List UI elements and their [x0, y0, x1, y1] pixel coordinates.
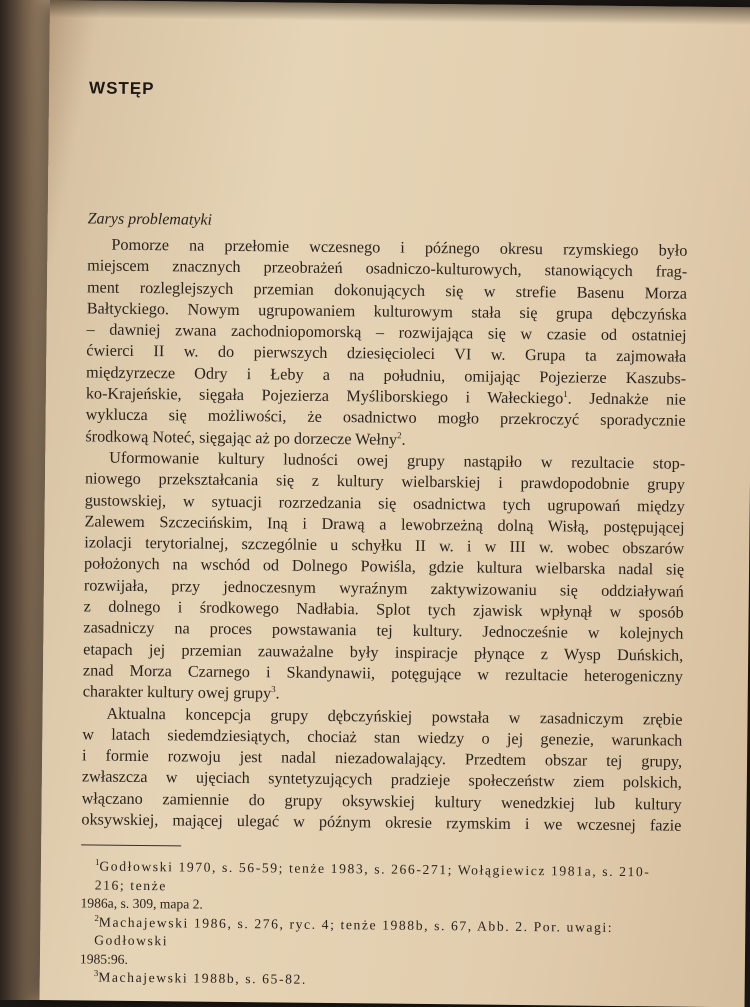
- text-line: niowego przekształcania się z kultury wielbarskiej i prawdopodobnie grupy: [84, 469, 686, 494]
- footnote-text: Machajewski 1988b, s. 65-82.: [98, 969, 307, 988]
- text-line: Bałtyckiego. Nowym ugrupowaniem kulturowym stała się grupa dębczyńska: [86, 299, 687, 324]
- footnote-1: [81, 858, 681, 901]
- footnote-text: Godłowski 1970, s. 56-59; tenże 1983, s. 266-271; Wołągiewicz 1981a, s. 210-216; tenże: [94, 858, 651, 894]
- text-line: ćwierci II w. do pierwszych dziesięcioleci VI w. Grupa ta zajmowała: [86, 341, 687, 367]
- footnote-divider: [81, 845, 181, 847]
- footnote-2-continued: 1985:96.: [79, 951, 129, 967]
- text-segment: charakter kultury owej grupy: [82, 682, 272, 703]
- footnote-number: 2: [94, 912, 99, 923]
- text-line: położonych na wschód od Dolnego Powiśla, gdzie kultura wielbarska nadal się: [84, 554, 685, 580]
- footnotes: [80, 858, 681, 994]
- footnote-ref-2: 2: [397, 429, 402, 440]
- text-segment: . Jednakże nie: [567, 389, 686, 409]
- text-line: w latach siedemdziesiątych, chociaż stan wiedzy o jej genezie, warunkach: [82, 725, 683, 750]
- paragraph-3: [81, 703, 682, 837]
- footnote-number: 3: [93, 968, 99, 979]
- footnote-ref-1: 1: [563, 389, 568, 400]
- paragraph-1: [85, 234, 687, 453]
- text-line: gustowskiej, w sytuacji rozrzedzania się osadnictwa tych ugrupowań między: [84, 490, 685, 516]
- text-line: międzyrzecze Odry i Łeby a na południu, omijając Pojezierze Kaszubs-: [86, 363, 687, 388]
- text-line: z dolnego i środkowego Nadłabia. Splot tych zjawisk wpłynął w sposób: [83, 597, 684, 622]
- text-line: Uformowanie kultury ludności owej grupy nastąpiło w rezultacie stop-: [109, 448, 686, 473]
- text-line: oksywskiej, mającej ulegać w późnym okresie rzymskim i we wczesnej fazie: [81, 810, 682, 835]
- footnote-number: 1: [94, 857, 100, 868]
- page-top-shadow: [50, 0, 750, 25]
- text-line: i formie rozwoju jest nadal niezadowalający. Przedtem obszar tej grupy,: [81, 746, 683, 771]
- text-line: – dawniej zwana zachodniopomorską – rozwijająca się w czasie od ostatniej: [86, 320, 687, 345]
- text-line: miejscem znacznych przeobrażeń osadniczo-kulturowych, stanowiących frag-: [87, 256, 688, 281]
- text-line: znad Morza Czarnego i Skandynawii, potęgujące w rezultacie heterogeniczny: [82, 661, 684, 686]
- text-line: ment rozleglejszych przemian dokonujących się w strefie Basenu Morza: [86, 277, 688, 303]
- text-line: włączano zamiennie do grupy oksywskiej kultury wenedzkiej lub kultury: [81, 789, 682, 814]
- text-segment: ko-Krajeńskie, sięgała Pojezierza Myśliborskiego i Wałeckiego: [85, 384, 564, 408]
- text-line: Zalewem Szczecińskim, Iną i Drawą a lewobrzeżną dolną Wisłą, postępującej: [84, 512, 685, 537]
- footnote-text: Machajewski 1986, s. 276, ryc. 4; tenże 1988b, s. 67, Abb. 2. Por. uwagi: Godłowski: [94, 914, 614, 949]
- text-line: zasadniczy na proces powstawania tej kultury. Jednocześnie w kolejnych: [83, 618, 684, 644]
- footnote-2: [80, 913, 680, 956]
- text-line: etapach jej przemian zauważalne były inspiracje płynące z Wysp Duńskich,: [83, 640, 684, 665]
- text-line: rozwijała, przy jednoczesnym wyraźnym zaktywizowaniu się oddziaływań: [83, 576, 684, 601]
- text-line: izolacji terytorialnej, szczególnie u schyłku II w. i w III w. wobec obszarów: [84, 533, 685, 558]
- text-segment: .: [275, 684, 280, 703]
- text-segment: środkową Noteć, sięgając aż po dorzecze Wełny: [85, 427, 398, 449]
- page-content: [80, 78, 689, 993]
- footnote-1-continued: 1986a, s. 309, mapa 2.: [80, 895, 203, 912]
- text-line: Aktualna koncepcja grupy dębczyńskiej powstała w zasadniczym zrębie: [106, 704, 683, 729]
- text-line: wyklucza się możliwości, że osadnictwo mogło przekroczyć sporadycznie: [85, 405, 686, 431]
- paragraph-2: [83, 447, 686, 709]
- footnote-ref-3: 3: [271, 684, 276, 695]
- text-line: zwłaszcza w ujęciach syntetyzujących pradzieje społeczeństw ziem polskich,: [81, 767, 682, 793]
- text-line: Pomorze na przełomie wczesnego i późnego okresu rzymskiego było: [111, 235, 688, 260]
- book-page: [40, 0, 750, 1007]
- text-segment: .: [401, 430, 406, 449]
- section-subheading: Zarys problematyki: [87, 210, 213, 229]
- chapter-heading: WSTĘP: [88, 78, 155, 99]
